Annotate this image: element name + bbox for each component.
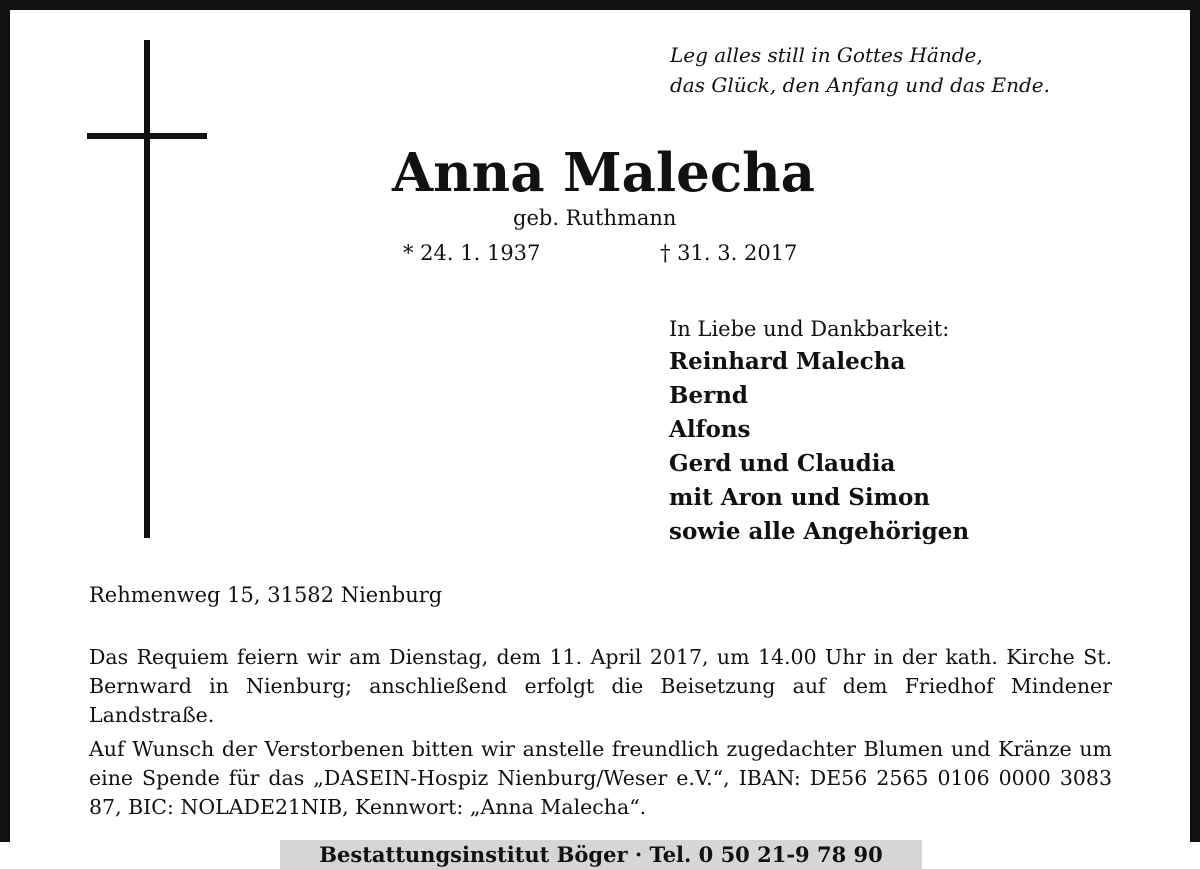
cross-icon (144, 40, 150, 538)
verse-line-2: das Glück, den Anfang und das Ende. (670, 73, 1050, 97)
requiem-paragraph: Das Requiem feiern wir am Dienstag, dem 11. April 2017, um 14.00 Uhr in der kath. Kirche St. Bernward in Nienburg; anschließend erfolgt die Beisetzung auf dem Friedhof Mindener Landstraße. (89, 645, 1112, 727)
verse-line-1: Leg alles still in Gottes Hände, (670, 43, 983, 67)
verse (670, 40, 1050, 100)
donation-paragraph: Auf Wunsch der Verstorbenen bitten wir anstelle freundlich zugedachter Blumen und Kränze um eine Spende für das „DASEIN-Hospiz Nienburg/Weser e.V.“, IBAN: DE56 2565 0106 0000 3083 87, BIC: NOLADE21NIB, Kennwort: „Anna Malecha“. (89, 737, 1112, 819)
mourners-block (669, 313, 969, 549)
deceased-name: Anna Malecha (392, 142, 815, 204)
death-date: † 31. 3. 2017 (660, 241, 798, 265)
mourners-intro: In Liebe und Dankbarkeit: (669, 317, 950, 341)
funeral-home-footer: Bestattungsinstitut Böger · Tel. 0 50 21-9 78 90 (280, 840, 922, 869)
birth-date: * 24. 1. 1937 (403, 241, 541, 265)
mourner-name: sowie alle Angehörigen (669, 518, 970, 545)
maiden-name: geb. Ruthmann (513, 206, 677, 230)
mourner-name: Reinhard Malecha (669, 348, 906, 375)
mourner-name: Alfons (669, 416, 751, 443)
mourner-name: Gerd und Claudia (669, 450, 896, 477)
family-address: Rehmenweg 15, 31582 Nienburg (89, 583, 443, 607)
cross-icon-bar (87, 133, 207, 139)
mourner-name: mit Aron und Simon (669, 484, 931, 511)
mourner-name: Bernd (669, 382, 748, 409)
